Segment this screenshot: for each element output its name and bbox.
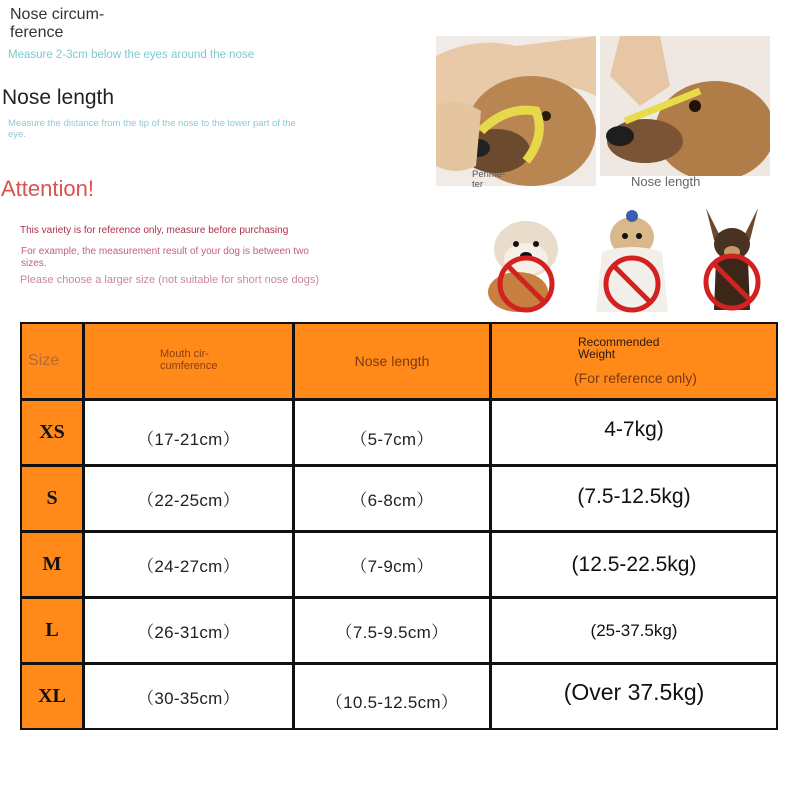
weight-xs xyxy=(492,401,776,464)
nose-xl xyxy=(295,665,489,728)
nose-circumference-description: Measure 2-3cm below the eyes around the nose xyxy=(8,49,255,61)
nose-l-value: （7.5-9.5cm） xyxy=(335,623,449,642)
mouth-s xyxy=(85,467,292,530)
weight-xs-value: 4-7kg) xyxy=(604,417,664,441)
header-weight-label: Recommended Weight xyxy=(578,335,660,361)
weight-l xyxy=(492,599,776,662)
size-m-label: M xyxy=(42,553,62,575)
weight-l-value: (25-37.5kg) xyxy=(590,620,678,640)
mouth-xl xyxy=(85,665,292,728)
header-size xyxy=(22,324,82,398)
size-xl xyxy=(22,665,82,728)
header-mouth xyxy=(85,324,292,398)
header-weight xyxy=(492,324,776,398)
weight-xl-value: (Over 37.5kg) xyxy=(563,679,705,705)
nose-l xyxy=(295,599,489,662)
size-l xyxy=(22,599,82,662)
mouth-m xyxy=(85,533,292,596)
mouth-xl-value: （30-35cm） xyxy=(137,689,240,708)
header-mouth-label: Mouth cir-cumference xyxy=(160,348,218,372)
weight-s-value: (7.5-12.5kg) xyxy=(577,484,691,508)
nose-m xyxy=(295,533,489,596)
chihuahua-not-suitable xyxy=(688,200,784,312)
header-weight-note: (For reference only) xyxy=(574,370,697,386)
size-m xyxy=(22,533,82,596)
size-xs xyxy=(22,401,82,464)
mouth-m-value: （24-27cm） xyxy=(137,557,240,576)
attention-title: Attention! xyxy=(1,176,94,201)
size-s xyxy=(22,467,82,530)
weight-xl xyxy=(492,665,776,728)
nose-length-measuring-photo xyxy=(600,36,770,176)
nose-length-description: Measure the distance from the tip of the nose to the lower part of the eye. xyxy=(8,118,296,140)
attention-note-2: For example, the measurement result of your dog is between two sizes. xyxy=(21,246,309,269)
header-size-label: Size xyxy=(28,352,60,369)
shih-tzu-not-suitable xyxy=(584,202,680,314)
nose-xl-value: （10.5-12.5cm） xyxy=(325,693,459,712)
nose-xs xyxy=(295,401,489,464)
nose-s-value: （6-8cm） xyxy=(350,491,434,510)
nose-xs-value: （5-7cm） xyxy=(350,430,434,449)
mouth-xs xyxy=(85,401,292,464)
weight-s xyxy=(492,467,776,530)
attention-note-3: Please choose a larger size (not suitable for short nose dogs) xyxy=(20,274,319,286)
nose-length-title: Nose length xyxy=(2,86,115,109)
size-s-label: S xyxy=(46,487,58,509)
size-l-label: L xyxy=(45,619,59,641)
weight-m-value: (12.5-22.5kg) xyxy=(571,552,697,576)
header-nose-label: Nose length xyxy=(354,353,430,369)
header-nose xyxy=(295,324,489,398)
perimeter-measuring-photo xyxy=(436,36,596,186)
mouth-l xyxy=(85,599,292,662)
mouth-s-value: （22-25cm） xyxy=(137,491,240,510)
weight-m xyxy=(492,533,776,596)
size-xs-label: XS xyxy=(39,421,65,443)
mouth-xs-value: （17-21cm） xyxy=(137,430,240,449)
attention-note-1: This variety is for reference only, measure before purchasing xyxy=(20,225,289,236)
nose-m-value: （7-9cm） xyxy=(350,557,434,576)
size-xl-label: XL xyxy=(38,685,66,707)
nose-circumference-title: Nose circum-ference xyxy=(10,6,105,41)
nose-s xyxy=(295,467,489,530)
perimeter-caption: Perime-ter xyxy=(472,169,506,190)
mouth-l-value: （26-31cm） xyxy=(137,623,240,642)
bulldog-not-suitable xyxy=(478,204,574,316)
nose-length-caption: Nose length xyxy=(631,174,701,189)
size-chart-table xyxy=(20,322,778,730)
